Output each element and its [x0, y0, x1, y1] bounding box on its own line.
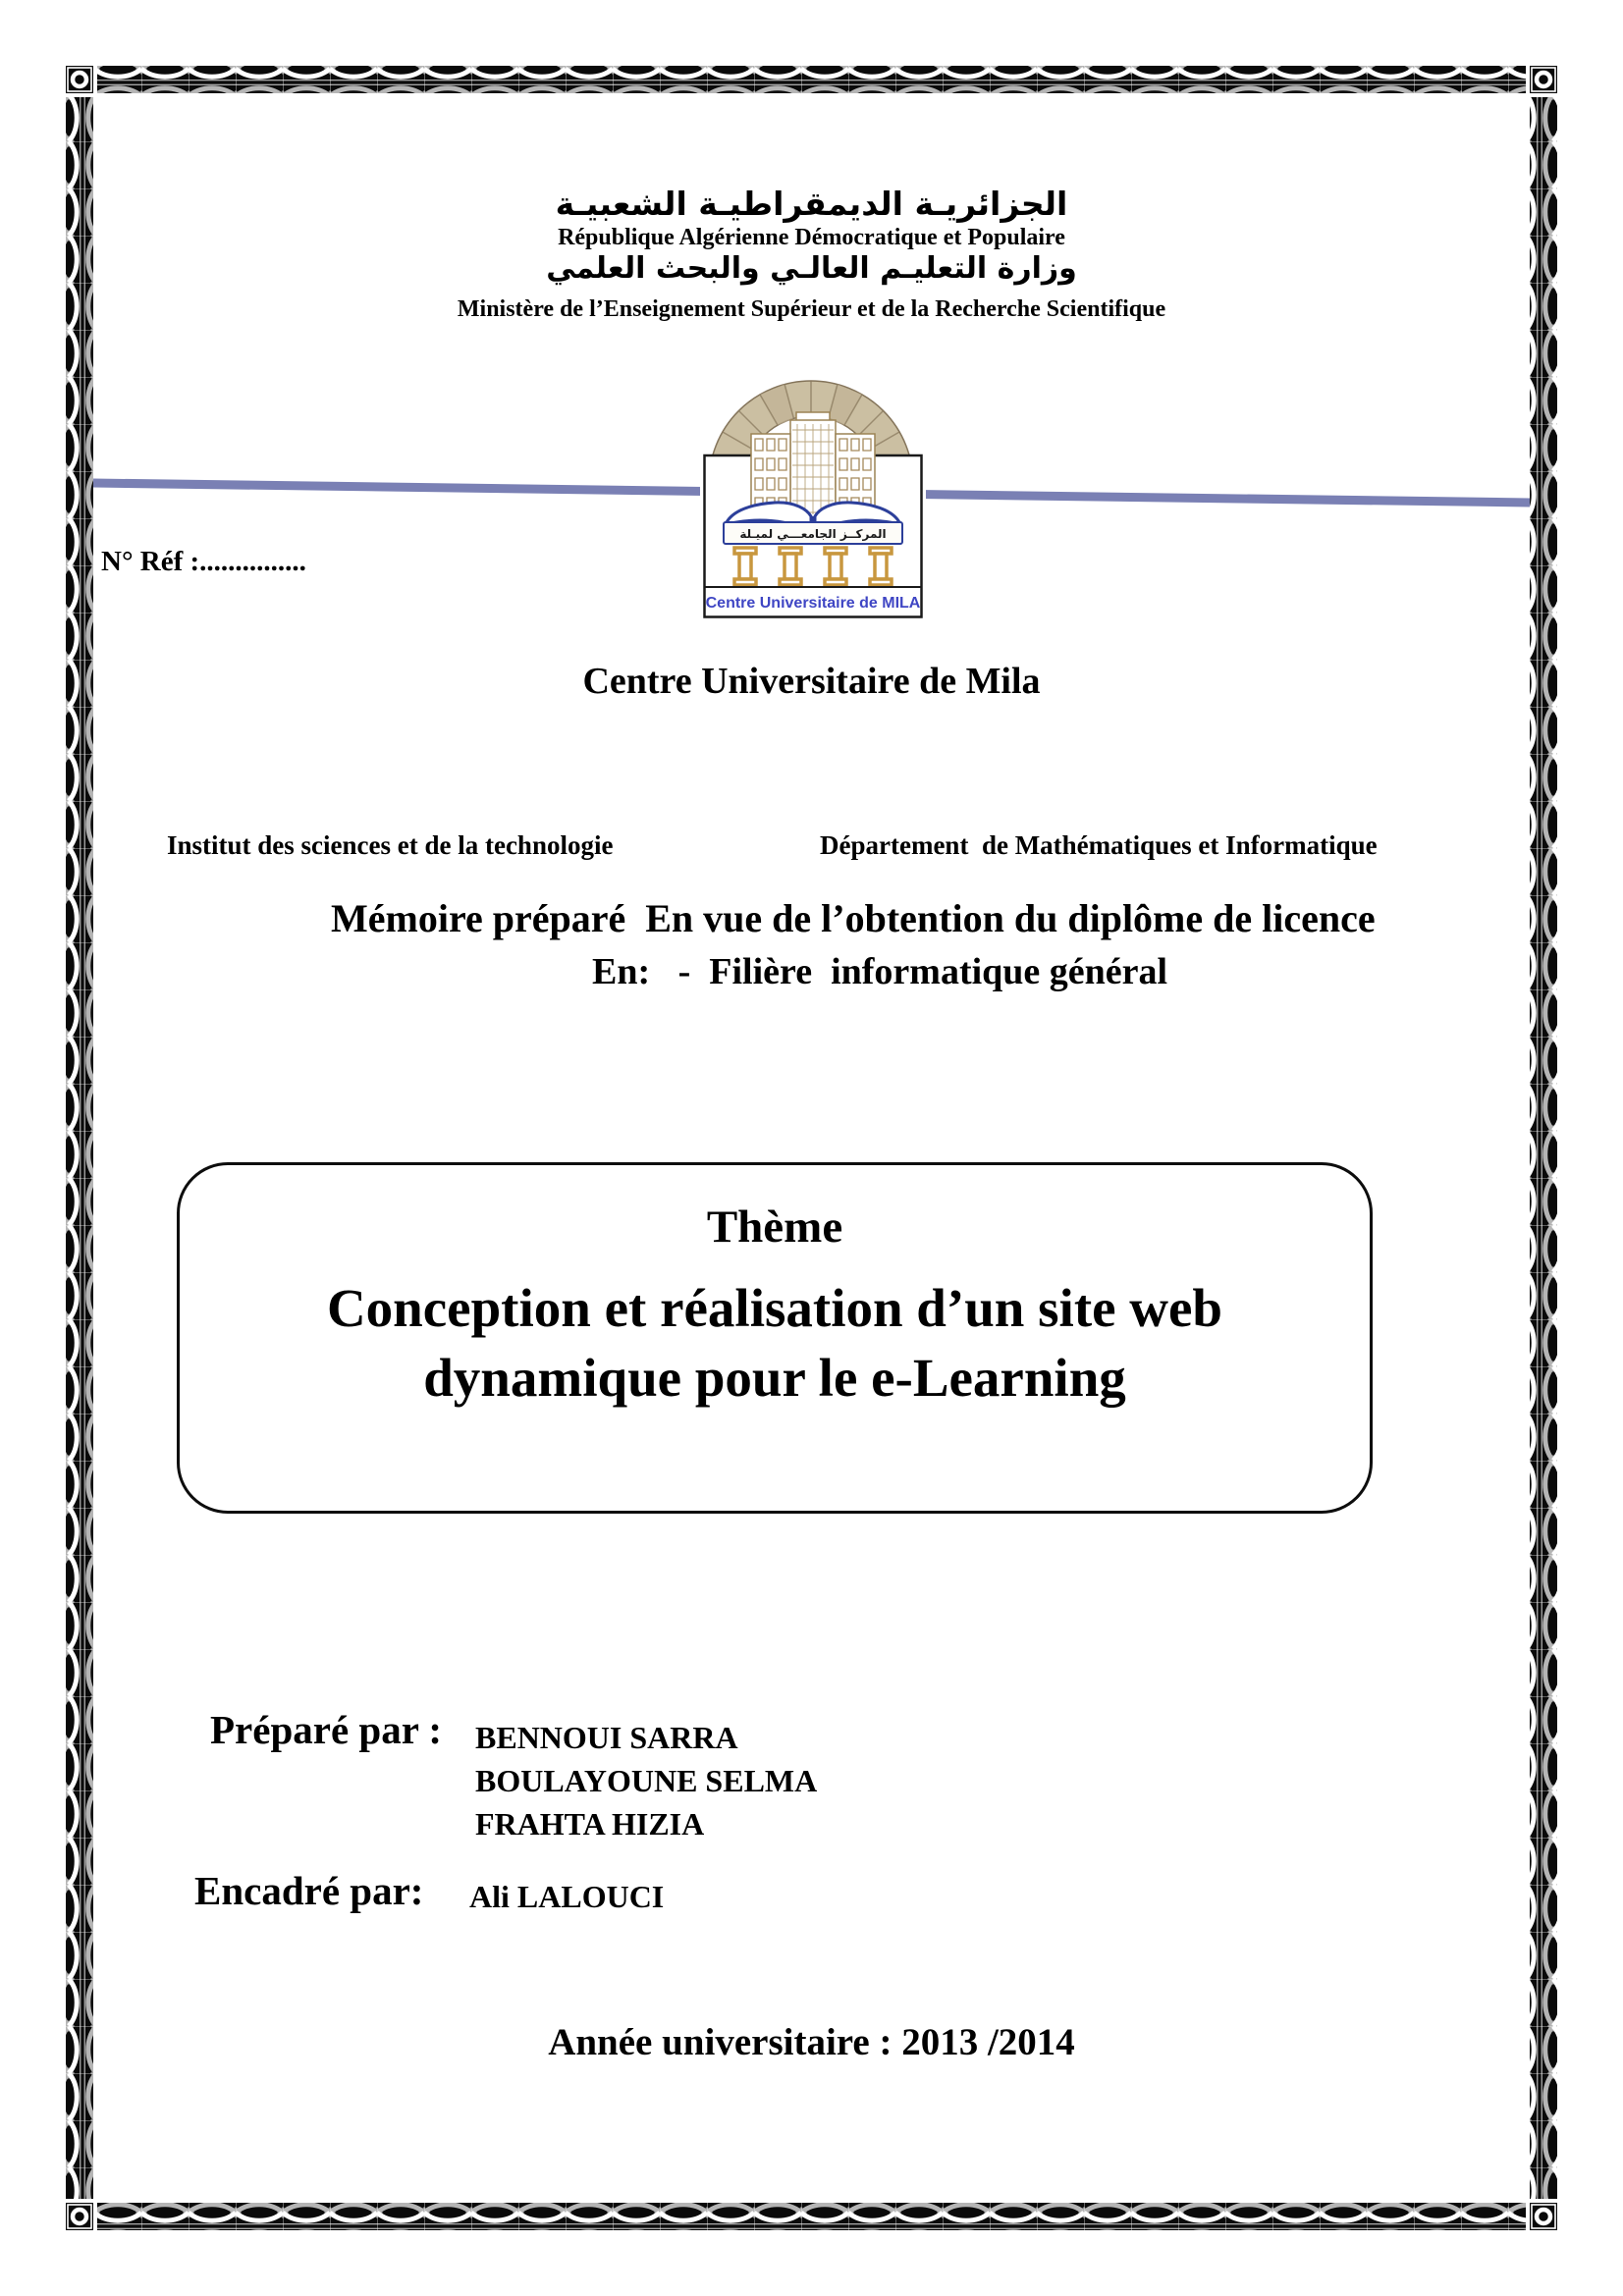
reference-number-label: N° Réf :...............	[101, 546, 306, 577]
university-title: Centre Universitaire de Mila	[582, 661, 1041, 702]
arabic-republic-line: الجزائريـة الديمقراطيـة الشعبيـة	[555, 185, 1068, 223]
supervisor-name: Ali LALOUCI	[469, 1879, 665, 1914]
university-logo	[700, 369, 926, 619]
author-name: BENNOUI SARRA	[475, 1720, 738, 1755]
institute-name: Institut des sciences et de la technologie	[167, 830, 614, 860]
author-name: BOULAYOUNE SELMA	[475, 1763, 818, 1798]
department-name: Département de Mathématiques et Informatique	[820, 830, 1378, 860]
logo-arabic-banner	[724, 522, 902, 544]
french-republic-line: République Algérienne Démocratique et Populaire	[558, 225, 1065, 250]
theme-title-line2: dynamique pour le e-Learning	[423, 1348, 1126, 1408]
french-ministry-line: Ministère de l’Enseignement Supérieur et de la Recherche Scientifique	[457, 296, 1166, 322]
degree-statement-line1: Mémoire préparé En vue de l’obtention du diplôme de licence	[331, 896, 1376, 940]
author-name: FRAHTA HIZIA	[475, 1806, 705, 1842]
academic-year: Année universitaire : 2013 /2014	[548, 2021, 1075, 2063]
theme-title-line1: Conception et réalisation d’un site web	[326, 1278, 1223, 1338]
supervised-by-label: Encadré par:	[194, 1868, 424, 1913]
degree-statement-line2: En: - Filière informatique général	[592, 951, 1168, 992]
logo-caption: Centre Universitaire de MILA	[705, 595, 921, 612]
logo-arabic-name: المركــز الجامعـــي لميـلة	[739, 527, 887, 541]
theme-heading: Thème	[706, 1201, 843, 1253]
arabic-ministry-line: وزارة التعليـم العالـي والبحث العلمي	[546, 251, 1077, 286]
prepared-by-label: Préparé par :	[210, 1707, 443, 1752]
